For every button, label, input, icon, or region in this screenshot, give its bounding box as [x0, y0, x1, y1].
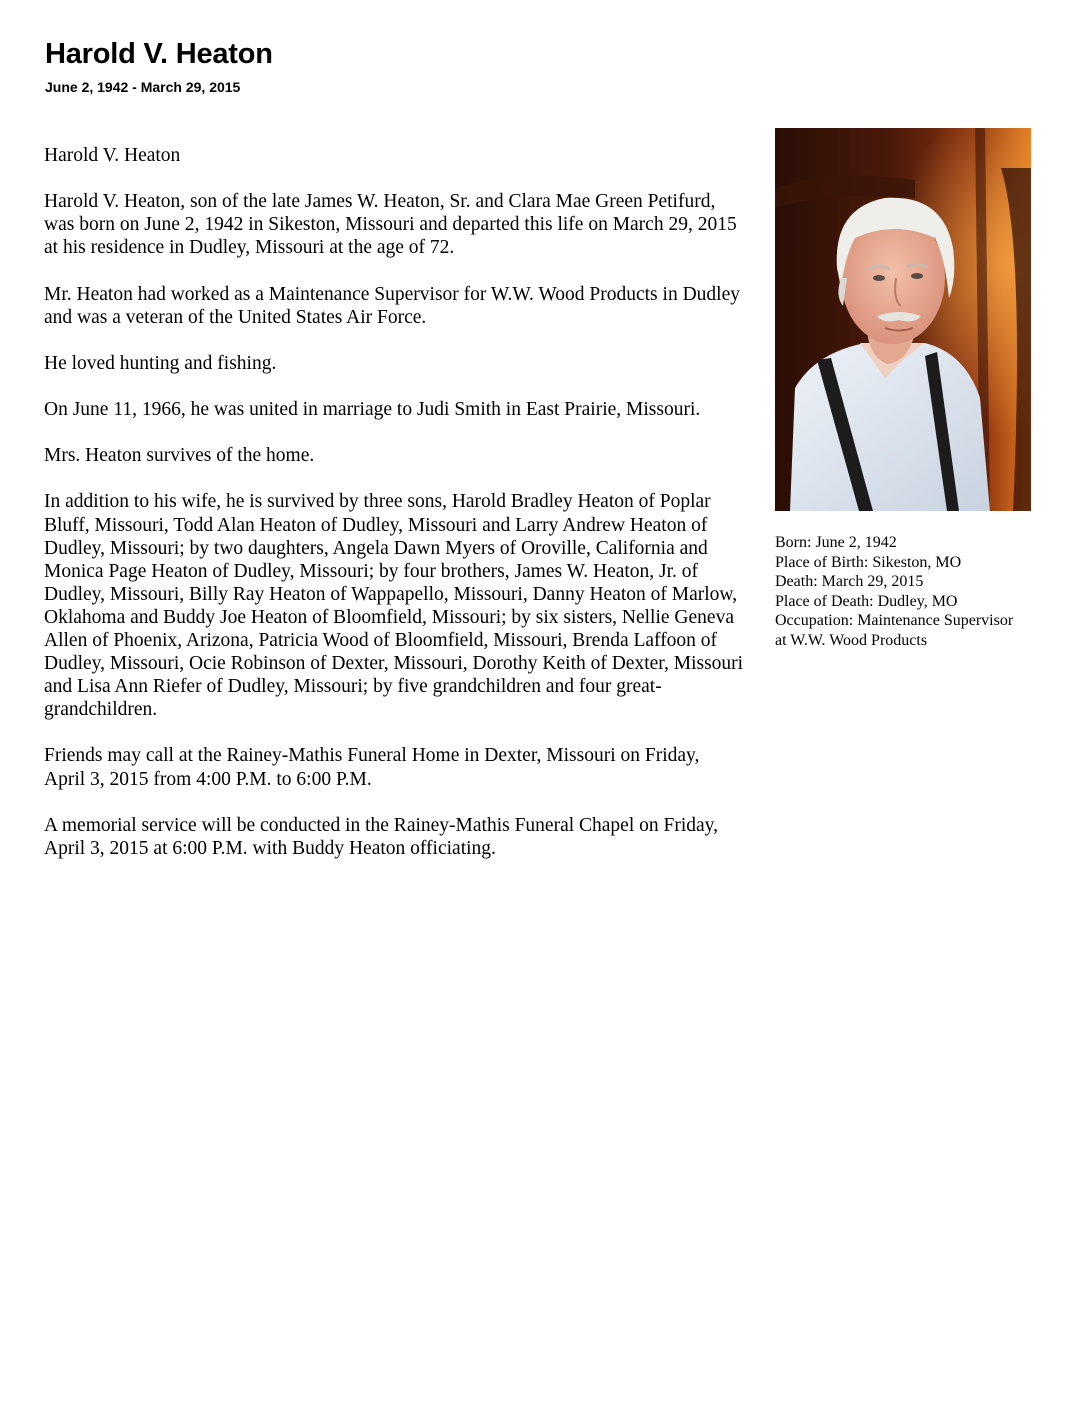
- vital-facts: [775, 533, 1075, 650]
- obituary-paragraph: Harold V. Heaton: [44, 145, 181, 166]
- portrait-photo: [775, 128, 1031, 511]
- life-dates: June 2, 1942 - March 29, 2015: [45, 79, 241, 95]
- obituary-paragraph: A memorial service will be conducted in the Rainey-Mathis Funeral Chapel on Friday, April 3, 2015 at 6:00 P.M. with Buddy Heaton officiating.: [44, 814, 719, 859]
- obituary-paragraph: Mrs. Heaton survives of the home.: [44, 445, 315, 467]
- obituary-paragraph: In addition to his wife, he is survived by three sons, Harold Bradley Heaton of Poplar Bluff, Missouri, Todd Alan Heaton of Dudley, Missouri and Larry Andrew Heaton of Dudley, Missouri; by two daughters, Angela Dawn Myers of Oroville, California and Monica Page Heaton of Dudley, Missouri; by four brothers, James W. Heaton, Jr. of Dudley, Missouri, Billy Ray Heaton of Wappapello, Missouri, Danny Heaton of Marlow, Oklahoma and Buddy Joe Heaton of Bloomfield, Missouri; by six sisters, Nellie Geneva Allen of Phoenix, Arizona, Patricia Wood of Bloomfield, Missouri, Brenda Laffoon of Dudley, Missouri, Ocie Robinson of Dexter, Missouri, Dorothy Keith of Dexter, Missouri and Lisa Ann Riefer of Dudley, Missouri; by five grandchildren and four great-grandchildren.: [44, 491, 744, 721]
- obituary-paragraph: Mr. Heaton had worked as a Maintenance Supervisor for W.W. Wood Products in Dudley and was a veteran of the United States Air Force.: [44, 283, 740, 328]
- obituary-paragraph: Harold V. Heaton, son of the late James W. Heaton, Sr. and Clara Mae Green Petifurd, was born on June 2, 1942 in Sikeston, Missouri and departed this life on March 29, 2015 at his residence in Dudley, Missouri at the age of 72.: [44, 191, 737, 259]
- fact-occupation: Occupation: Maintenance Supervisor: [775, 612, 1014, 629]
- obituary-paragraph: Friends may call at the Rainey-Mathis Funeral Home in Dexter, Missouri on Friday, April 3, 2015 from 4:00 P.M. to 6:00 P.M.: [44, 745, 700, 790]
- fact-death: Death: March 29, 2015: [775, 573, 924, 590]
- obituary-paragraph: He loved hunting and fishing.: [44, 352, 277, 374]
- fact-place-of-birth: Place of Birth: Sikeston, MO: [775, 553, 962, 571]
- fact-occupation-continued: at W.W. Wood Products: [775, 631, 928, 649]
- obituary-name: Harold V. Heaton: [45, 38, 273, 70]
- obituary-paragraph: On June 11, 1966, he was united in marriage to Judi Smith in East Prairie, Missouri.: [44, 399, 701, 421]
- fact-place-of-death: Place of Death: Dudley, MO: [775, 592, 958, 610]
- fact-born: Born: June 2, 1942: [775, 534, 897, 551]
- obituary-body: [44, 144, 744, 883]
